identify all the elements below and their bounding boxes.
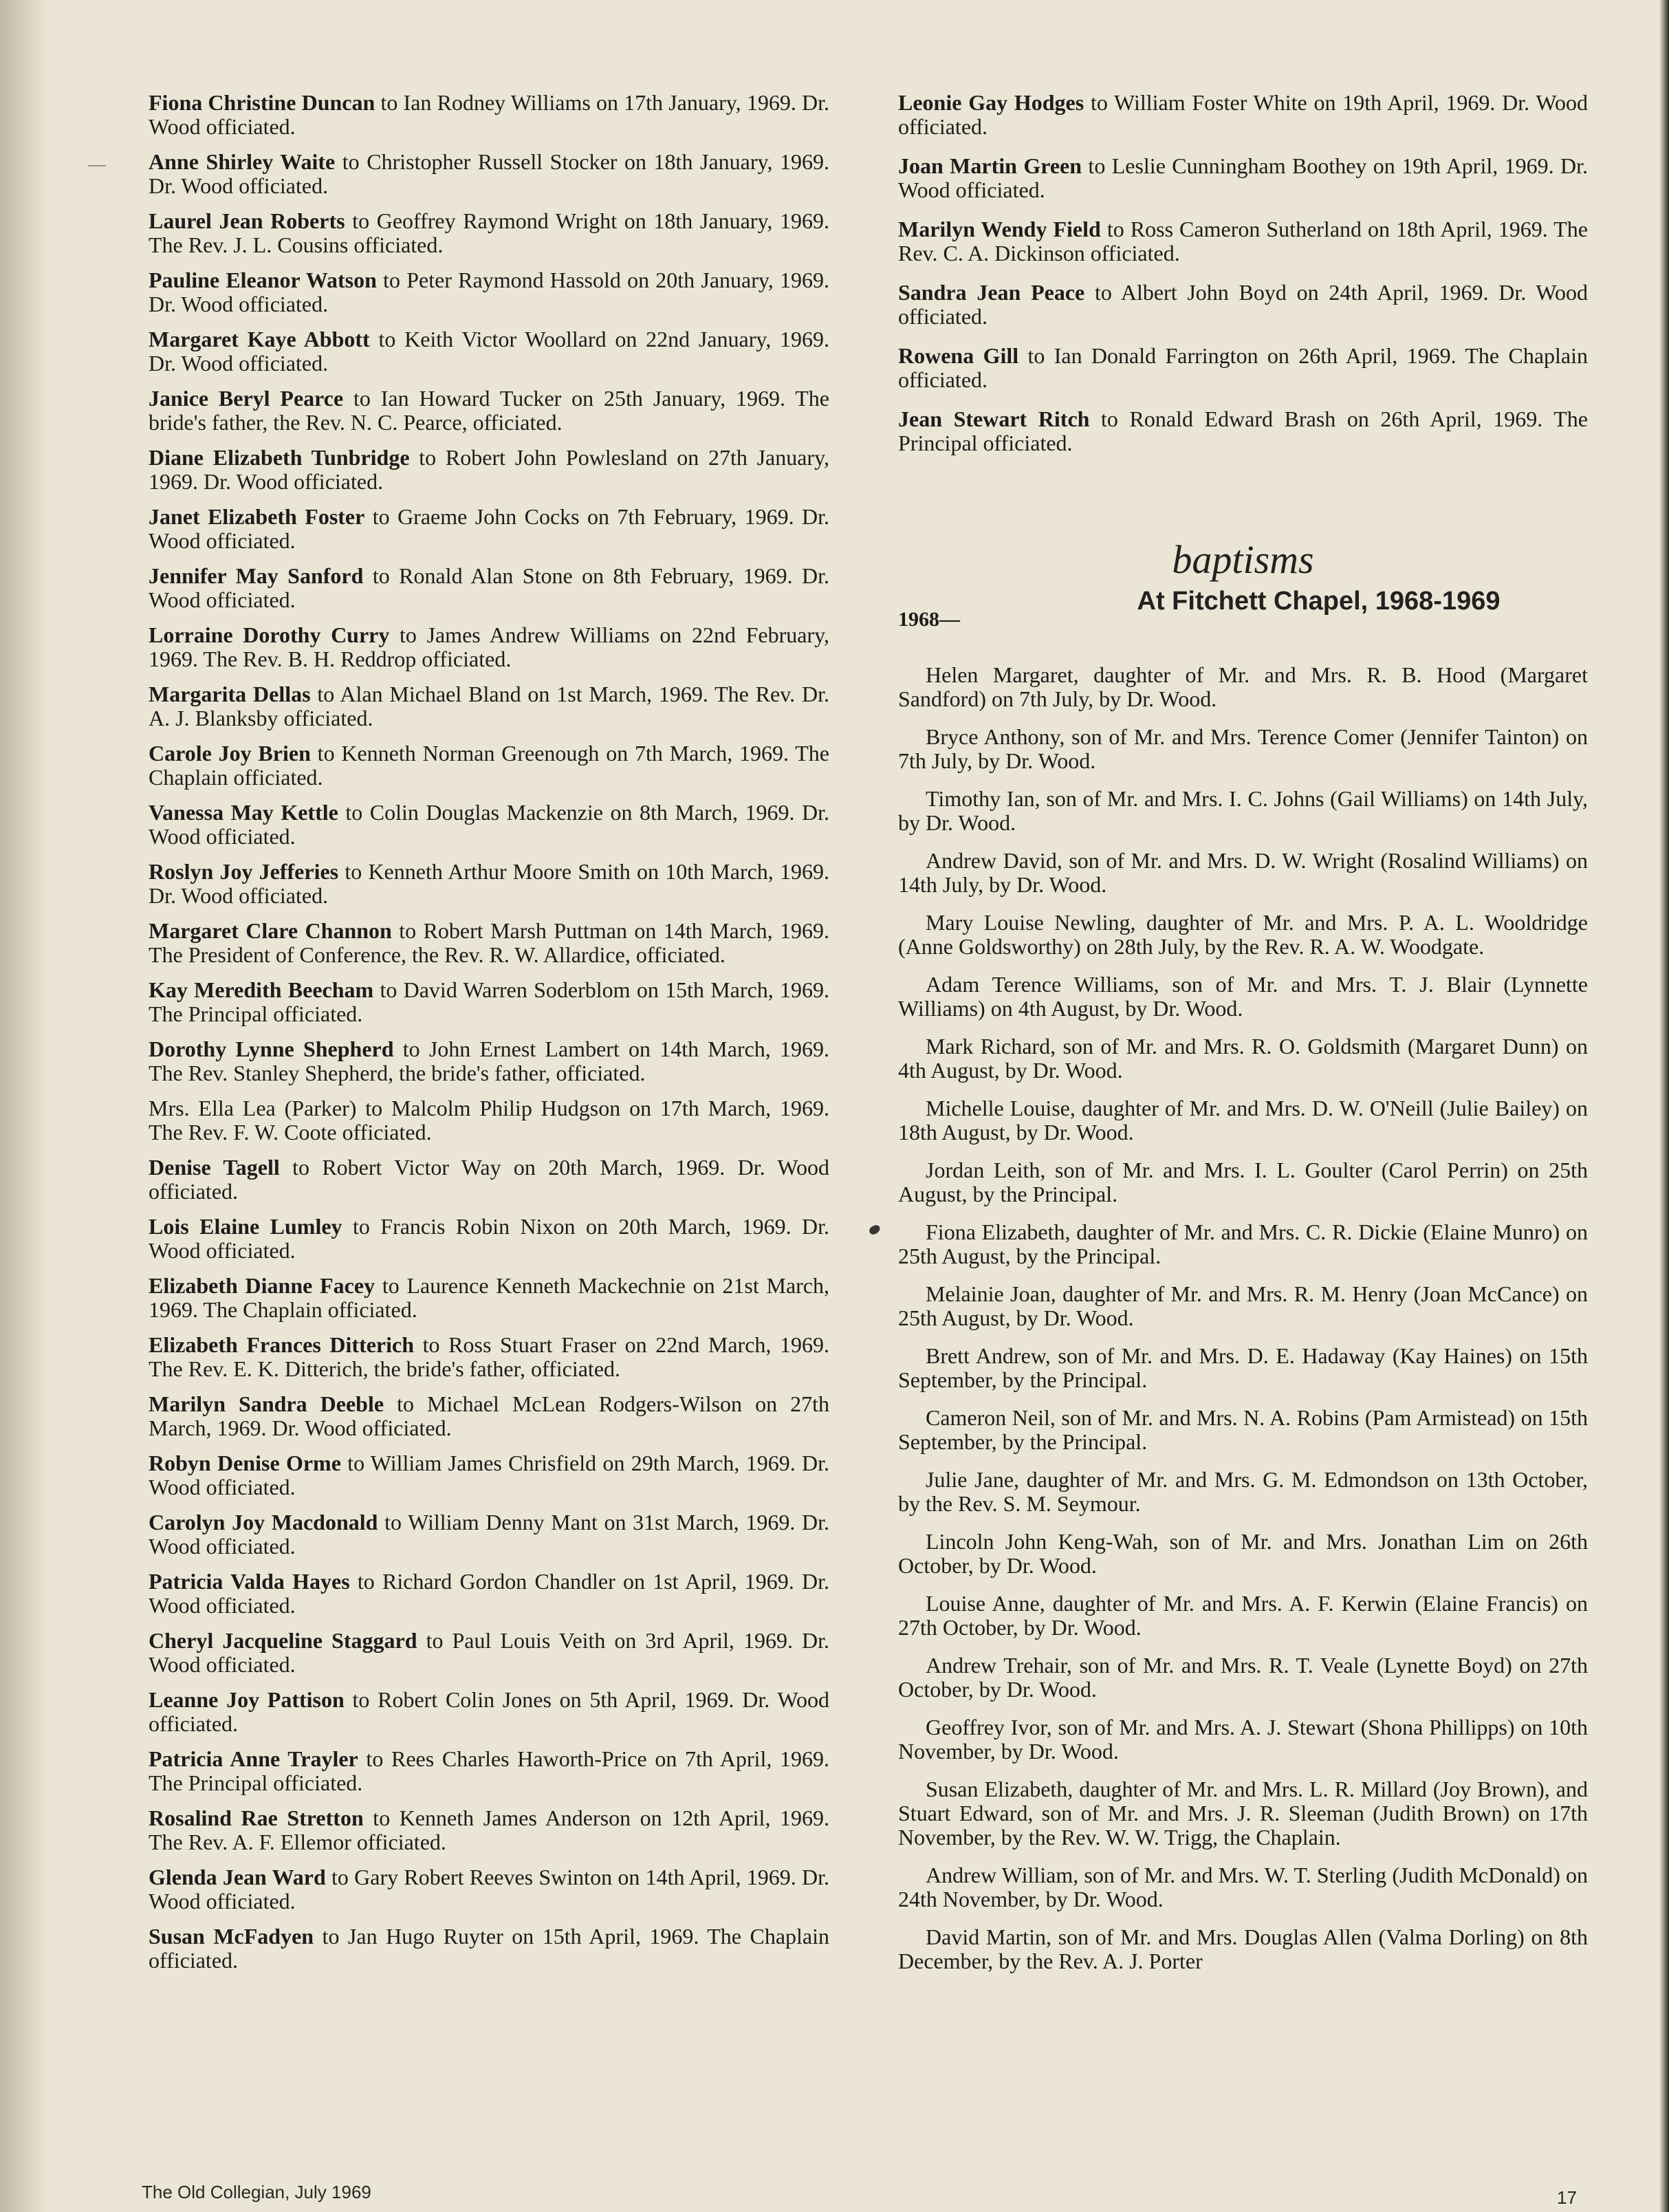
wedding-entry bbox=[149, 1806, 829, 1854]
wedding-details: to Richard Gordon Chandler on 1st April, 1969. Dr. Wood officiated. bbox=[149, 1569, 829, 1618]
wedding-entry bbox=[898, 217, 1588, 265]
wedding-details: to Robert John Powlesland on 27th January, 1969. Dr. Wood officiated. bbox=[149, 445, 830, 494]
bride-name: Vanessa May Kettle bbox=[149, 800, 338, 825]
wedding-details: to Robert Marsh Puttman on 14th March, 1969. The President of Conference, the Rev. R. W. Allardice, officiated. bbox=[149, 918, 830, 967]
bride-name: Anne Shirley Waite bbox=[149, 149, 336, 174]
page-number: 17 bbox=[1557, 2187, 1577, 2208]
bride-name: Carolyn Joy Macdonald bbox=[149, 1510, 378, 1535]
bride-name: Patricia Anne Trayler bbox=[149, 1746, 358, 1771]
wedding-entry bbox=[898, 281, 1588, 329]
baptisms-year: 1968— bbox=[898, 608, 960, 631]
wedding-details: to Ronald Alan Stone on 8th February, 1969. Dr. Wood officiated. bbox=[149, 563, 830, 612]
wedding-entry bbox=[149, 387, 829, 435]
wedding-details: to Kenneth Arthur Moore Smith on 10th March, 1969. Dr. Wood officiated. bbox=[149, 859, 830, 908]
wedding-entry bbox=[149, 860, 829, 908]
wedding-entry bbox=[898, 344, 1588, 392]
wedding-entry bbox=[149, 327, 829, 376]
wedding-entry bbox=[149, 268, 829, 316]
baptism-entry: Susan Elizabeth, daughter of Mr. and Mrs. L. R. Millard (Joy Brown), and Stuart Edward, son of Mr. and Mrs. J. R. Sleeman (Judith Brown) on 17th November, by the Rev. W. W. Trigg, the Chaplain. bbox=[898, 1777, 1588, 1850]
baptism-entry: Julie Jane, daughter of Mr. and Mrs. G. M. Edmondson on 13th October, by the Rev. S. M. Seymour. bbox=[898, 1467, 1588, 1516]
bride-name: Lorraine Dorothy Curry bbox=[149, 622, 390, 647]
wedding-details: to Ian Howard Tucker on 25th January, 1969. The bride's father, the Rev. N. C. Pearce, officiated. bbox=[149, 386, 830, 435]
baptism-entry: Mary Louise Newling, daughter of Mr. and Mrs. P. A. L. Wooldridge (Anne Goldsworthy) on 28th July, by the Rev. R. A. W. Woodgate. bbox=[898, 910, 1588, 959]
baptism-entry: Brett Andrew, son of Mr. and Mrs. D. E. Hadaway (Kay Haines) on 15th September, by the Principal. bbox=[898, 1343, 1588, 1392]
margin-mark bbox=[88, 165, 106, 166]
ink-smudge bbox=[868, 1224, 881, 1236]
wedding-details: to Paul Louis Veith on 3rd April, 1969. Dr. Wood officiated. bbox=[149, 1628, 830, 1677]
wedding-entry bbox=[149, 1688, 829, 1736]
wedding-details: to Rees Charles Haworth-Price on 7th April, 1969. The Principal officiated. bbox=[149, 1746, 830, 1795]
wedding-details: Mrs. Ella Lea (Parker) to Malcolm Philip Hudgson on 17th March, 1969. The Rev. F. W. Coote officiated. bbox=[149, 1096, 829, 1145]
wedding-details: to Michael McLean Rodgers-Wilson on 27th March, 1969. Dr. Wood officiated. bbox=[149, 1391, 829, 1440]
wedding-details: to Alan Michael Bland on 1st March, 1969. The Rev. Dr. A. J. Blanksby officiated. bbox=[149, 682, 830, 730]
wedding-details: to Colin Douglas Mackenzie on 8th March, 1969. Dr. Wood officiated. bbox=[149, 800, 830, 849]
wedding-entry bbox=[149, 623, 829, 671]
wedding-details: to Jan Hugo Ruyter on 15th April, 1969. The Chaplain officiated. bbox=[149, 1924, 830, 1973]
wedding-entry bbox=[149, 505, 829, 553]
wedding-entry bbox=[149, 1156, 829, 1204]
bride-name: Denise Tagell bbox=[149, 1155, 280, 1180]
bride-name: Janet Elizabeth Foster bbox=[149, 504, 365, 529]
wedding-details: to Robert Victor Way on 20th March, 1969. Dr. Wood officiated. bbox=[149, 1155, 830, 1204]
publication-footer: The Old Collegian, July 1969 bbox=[142, 2182, 371, 2202]
wedding-entry bbox=[149, 1747, 829, 1795]
wedding-details: to Christopher Russell Stocker on 18th January, 1969. Dr. Wood officiated. bbox=[149, 149, 830, 198]
wedding-entry bbox=[149, 978, 829, 1026]
wedding-entry bbox=[149, 1865, 829, 1913]
baptism-entry: Lincoln John Keng-Wah, son of Mr. and Mrs. Jonathan Lim on 26th October, by Dr. Wood. bbox=[898, 1529, 1588, 1578]
bride-name: Fiona Christine Duncan bbox=[149, 90, 375, 115]
weddings-column-left bbox=[149, 91, 829, 1984]
baptism-entry: Adam Terence Williams, son of Mr. and Mrs. T. J. Blair (Lynnette Williams) on 4th August, by Dr. Wood. bbox=[898, 972, 1588, 1021]
baptism-entry: David Martin, son of Mr. and Mrs. Douglas Allen (Valma Dorling) on 8th December, by the Rev. A. J. Porter bbox=[898, 1924, 1588, 1973]
bride-name: Joan Martin Green bbox=[898, 153, 1082, 178]
wedding-entry bbox=[898, 91, 1588, 139]
wedding-entry bbox=[149, 1392, 829, 1440]
bride-name: Dorothy Lynne Shepherd bbox=[149, 1037, 394, 1061]
bride-name: Roslyn Joy Jefferies bbox=[149, 859, 339, 884]
wedding-entry bbox=[149, 682, 829, 730]
bride-name: Jean Stewart Ritch bbox=[898, 406, 1090, 431]
bride-name: Marilyn Wendy Field bbox=[898, 217, 1101, 241]
bride-name: Marilyn Sandra Deeble bbox=[149, 1391, 384, 1416]
wedding-details: to Leslie Cunningham Boothey on 19th April, 1969. Dr. Wood officiated. bbox=[898, 153, 1589, 202]
weddings-column-right bbox=[898, 91, 1588, 455]
wedding-details: to Francis Robin Nixon on 20th March, 1969. Dr. Wood officiated. bbox=[149, 1214, 830, 1263]
wedding-entry bbox=[149, 801, 829, 849]
bride-name: Diane Elizabeth Tunbridge bbox=[149, 445, 410, 470]
wedding-entry bbox=[898, 407, 1588, 455]
wedding-entry bbox=[149, 209, 829, 257]
right-column bbox=[898, 91, 1588, 1987]
wedding-entry bbox=[149, 150, 829, 198]
wedding-details: to Gary Robert Reeves Swinton on 14th April, 1969. Dr. Wood officiated. bbox=[149, 1865, 830, 1913]
bride-name: Robyn Denise Orme bbox=[149, 1451, 341, 1475]
baptism-entry: Helen Margaret, daughter of Mr. and Mrs. R. B. Hood (Margaret Sandford) on 7th July, by Dr. Wood. bbox=[898, 662, 1588, 711]
wedding-details: to John Ernest Lambert on 14th March, 1969. The Rev. Stanley Shepherd, the bride's father, officiated. bbox=[149, 1037, 829, 1085]
baptism-entry: Andrew Trehair, son of Mr. and Mrs. R. T. Veale (Lynette Boyd) on 27th October, by Dr. Wood. bbox=[898, 1653, 1588, 1702]
baptisms-heading: baptisms bbox=[1172, 537, 1314, 582]
bride-name: Elizabeth Dianne Facey bbox=[149, 1273, 375, 1298]
wedding-entry bbox=[149, 1924, 829, 1973]
bride-name: Laurel Jean Roberts bbox=[149, 208, 345, 233]
wedding-details: to William James Chrisfield on 29th March, 1969. Dr. Wood officiated. bbox=[149, 1451, 830, 1499]
wedding-details: to Kenneth Norman Greenough on 7th March, 1969. The Chaplain officiated. bbox=[149, 741, 830, 790]
baptisms-subheading: At Fitchett Chapel, 1968-1969 bbox=[1137, 587, 1501, 616]
baptism-entry: Louise Anne, daughter of Mr. and Mrs. A. F. Kerwin (Elaine Francis) on 27th October, by Dr. Wood. bbox=[898, 1591, 1588, 1640]
wedding-entry bbox=[149, 1215, 829, 1263]
wedding-entry bbox=[149, 919, 829, 967]
bride-name: Leanne Joy Pattison bbox=[149, 1687, 345, 1712]
wedding-details: to Kenneth James Anderson on 12th April, 1969. The Rev. A. F. Ellemor officiated. bbox=[149, 1806, 830, 1854]
bride-name: Lois Elaine Lumley bbox=[149, 1214, 342, 1239]
baptism-entry: Jordan Leith, son of Mr. and Mrs. I. L. Goulter (Carol Perrin) on 25th August, by the Principal. bbox=[898, 1158, 1588, 1206]
wedding-details: to Graeme John Cocks on 7th February, 1969. Dr. Wood officiated. bbox=[149, 504, 830, 553]
wedding-details: to Ross Cameron Sutherland on 18th April, 1969. The Rev. C. A. Dickinson officiated. bbox=[898, 217, 1589, 265]
wedding-entry bbox=[898, 154, 1588, 202]
baptism-entry: Geoffrey Ivor, son of Mr. and Mrs. A. J. Stewart (Shona Phillipps) on 10th November, by Dr. Wood. bbox=[898, 1715, 1588, 1764]
baptism-entry: Melainie Joan, daughter of Mr. and Mrs. R. M. Henry (Joan McCance) on 25th August, by Dr. Wood. bbox=[898, 1281, 1588, 1330]
wedding-details: to William Foster White on 19th April, 1969. Dr. Wood officiated. bbox=[898, 90, 1588, 139]
bride-name: Carole Joy Brien bbox=[149, 741, 311, 766]
wedding-entry bbox=[149, 1274, 829, 1322]
wedding-details: to William Denny Mant on 31st March, 1969. Dr. Wood officiated. bbox=[149, 1510, 830, 1559]
bride-name: Patricia Valda Hayes bbox=[149, 1569, 350, 1594]
wedding-entry bbox=[149, 564, 829, 612]
bride-name: Jennifer May Sanford bbox=[149, 563, 364, 588]
bride-name: Cheryl Jacqueline Staggard bbox=[149, 1628, 417, 1653]
baptism-entry: Michelle Louise, daughter of Mr. and Mrs. D. W. O'Neill (Julie Bailey) on 18th August, by Dr. Wood. bbox=[898, 1096, 1588, 1145]
bride-name: Margarita Dellas bbox=[149, 682, 311, 706]
wedding-details: to Ian Donald Farrington on 26th April, 1969. The Chaplain officiated. bbox=[898, 343, 1589, 392]
wedding-details: to Keith Victor Woollard on 22nd January, 1969. Dr. Wood officiated. bbox=[149, 327, 830, 376]
wedding-details: to Albert John Boyd on 24th April, 1969. Dr. Wood officiated. bbox=[898, 280, 1589, 329]
wedding-details: to James Andrew Williams on 22nd February, 1969. The Rev. B. H. Reddrop officiated. bbox=[149, 622, 830, 671]
baptism-entry: Mark Richard, son of Mr. and Mrs. R. O. Goldsmith (Margaret Dunn) on 4th August, by Dr. Wood. bbox=[898, 1034, 1588, 1083]
bride-name: Pauline Eleanor Watson bbox=[149, 268, 377, 292]
wedding-entry bbox=[149, 1333, 829, 1381]
bride-name: Sandra Jean Peace bbox=[898, 280, 1085, 305]
baptism-entry: Cameron Neil, son of Mr. and Mrs. N. A. Robins (Pam Armistead) on 15th September, by the Principal. bbox=[898, 1405, 1588, 1454]
wedding-details: to Ian Rodney Williams on 17th January, 1969. Dr. Wood officiated. bbox=[149, 90, 830, 139]
baptism-entry: Bryce Anthony, son of Mr. and Mrs. Terence Comer (Jennifer Tainton) on 7th July, by Dr. Wood. bbox=[898, 724, 1588, 773]
bride-name: Susan McFadyen bbox=[149, 1924, 314, 1949]
wedding-entry bbox=[149, 446, 829, 494]
bride-name: Rowena Gill bbox=[898, 343, 1019, 368]
wedding-details: to Ross Stuart Fraser on 22nd March, 1969. The Rev. E. K. Ditterich, the bride's father, officiated. bbox=[149, 1332, 830, 1381]
page-edge bbox=[1659, 0, 1669, 2212]
wedding-entry bbox=[149, 1510, 829, 1559]
wedding-details: to Ronald Edward Brash on 26th April, 1969. The Principal officiated. bbox=[898, 406, 1589, 455]
baptisms-list bbox=[898, 663, 1588, 1973]
wedding-entry bbox=[149, 741, 829, 790]
wedding-entry bbox=[149, 1629, 829, 1677]
bride-name: Leonie Gay Hodges bbox=[898, 90, 1084, 115]
wedding-entry bbox=[149, 1037, 829, 1085]
wedding-entry bbox=[149, 1096, 829, 1145]
bride-name: Rosalind Rae Stretton bbox=[149, 1806, 364, 1830]
baptisms-section bbox=[898, 538, 1588, 1973]
baptism-entry: Andrew David, son of Mr. and Mrs. D. W. Wright (Rosalind Williams) on 14th July, by Dr. Wood. bbox=[898, 848, 1588, 897]
bride-name: Elizabeth Frances Ditterich bbox=[149, 1332, 415, 1357]
wedding-details: to Robert Colin Jones on 5th April, 1969. Dr. Wood officiated. bbox=[149, 1687, 830, 1736]
wedding-entry bbox=[149, 91, 829, 139]
baptism-entry: Andrew William, son of Mr. and Mrs. W. T. Sterling (Judith McDonald) on 24th November, by Dr. Wood. bbox=[898, 1863, 1588, 1911]
wedding-details: to David Warren Soderblom on 15th March, 1969. The Principal officiated. bbox=[149, 977, 830, 1026]
wedding-details: to Laurence Kenneth Mackechnie on 21st March, 1969. The Chaplain officiated. bbox=[149, 1273, 830, 1322]
wedding-entry bbox=[149, 1570, 829, 1618]
bride-name: Margaret Clare Channon bbox=[149, 918, 392, 943]
binding-gutter bbox=[0, 0, 48, 2212]
bride-name: Glenda Jean Ward bbox=[149, 1865, 326, 1889]
bride-name: Margaret Kaye Abbott bbox=[149, 327, 370, 351]
wedding-entry bbox=[149, 1451, 829, 1499]
bride-name: Kay Meredith Beecham bbox=[149, 977, 374, 1002]
wedding-details: to Geoffrey Raymond Wright on 18th January, 1969. The Rev. J. L. Cousins officiated. bbox=[149, 208, 830, 257]
wedding-details: to Peter Raymond Hassold on 20th January, 1969. Dr. Wood officiated. bbox=[149, 268, 830, 316]
baptism-entry: Fiona Elizabeth, daughter of Mr. and Mrs. C. R. Dickie (Elaine Munro) on 25th August, by the Principal. bbox=[898, 1219, 1588, 1268]
baptism-entry: Timothy Ian, son of Mr. and Mrs. I. C. Johns (Gail Williams) on 14th July, by Dr. Wood. bbox=[898, 786, 1588, 835]
bride-name: Janice Beryl Pearce bbox=[149, 386, 344, 411]
